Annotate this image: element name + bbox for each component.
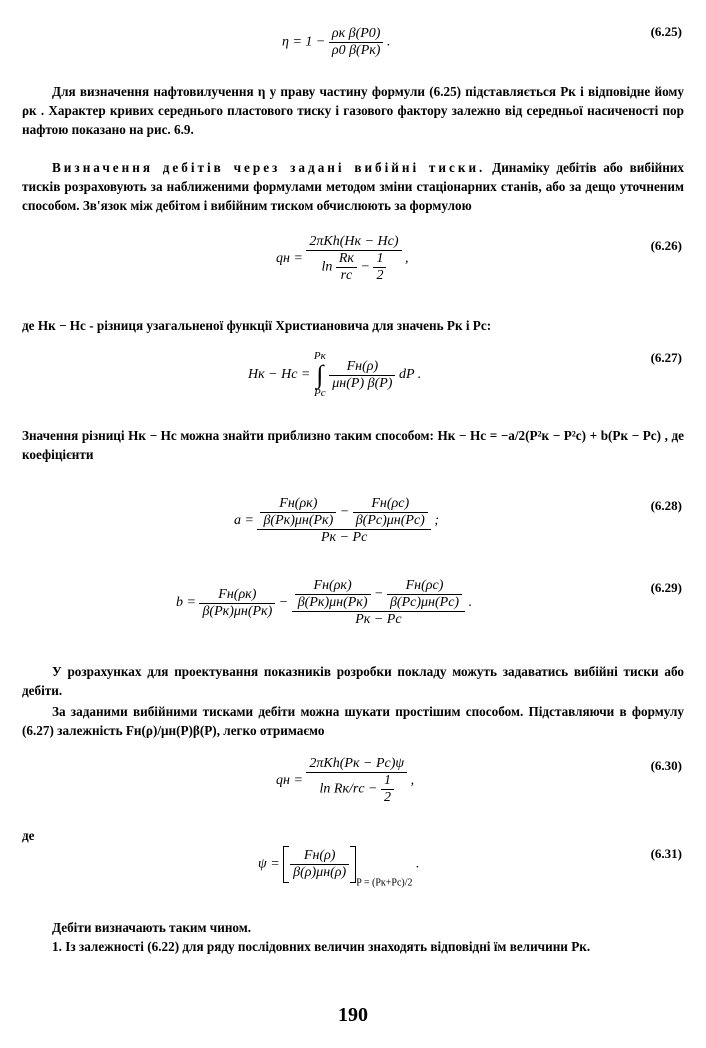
equation-6-28	[234, 496, 439, 546]
equation-label: (6.28)	[650, 498, 682, 513]
equation-label: (6.25)	[650, 24, 682, 39]
equation-6-26	[276, 234, 409, 284]
eq-numerator: 2πKh(Pк − Pс)ψ	[306, 756, 407, 773]
eq-lhs: b =	[176, 595, 196, 611]
eq-denominator: ρ0 β(Pк)	[331, 43, 381, 58]
eq-numerator	[292, 578, 465, 612]
eq-numerator	[257, 496, 430, 530]
eq-denominator: β(ρ)μн(ρ)	[293, 865, 347, 880]
paragraph: де Hк − Hс - різниця узагальненої функції Христиановича для значень Pк і Pс:	[22, 318, 492, 333]
integral-sign: ∫	[316, 360, 324, 389]
section-heading: Визначення дебітів через задані вибійні тиски.	[52, 160, 486, 175]
frac-den: rс	[340, 268, 353, 283]
frac-den: β(Pс)μн(Pс)	[389, 595, 460, 610]
int-upper: Pк	[313, 350, 326, 362]
eq-numerator: ρк β(P0)	[329, 26, 384, 43]
frac-den: β(Pк)μн(Pк)	[297, 595, 368, 610]
frac-den: β(Pк)μн(Pк)	[202, 603, 273, 619]
integral	[314, 350, 326, 400]
equation-label: (6.29)	[650, 580, 682, 595]
frac-num: Rк	[336, 251, 357, 268]
paragraph: Дебіти визначають таким чином.	[52, 920, 252, 935]
eq-denominator: μн(P) β(P)	[332, 375, 393, 391]
paragraph-text: Динаміку дебітів або вибійних тисків розраховують за наближеними формулами методом зміни стаціонарних станів, або за дещо уточненим способом. Зв'язок між дебітом і вибійним тиском обчислюють за формулою	[22, 160, 684, 213]
eq-lhs: a =	[234, 513, 254, 529]
paragraph: Для визначення нафтовилучення η у праву частину формули (6.25) підставляється Pк і відповідне йому ρк . Характер кривих середнього пластового тиску і газового фактору залежно від середньої насиченості пор нафтою показано на рис. 6.9.	[22, 84, 684, 137]
equation-label: (6.26)	[650, 238, 682, 253]
frac-num: 1	[373, 251, 386, 268]
paragraph: де	[22, 828, 35, 843]
eq-lhs: ψ =	[258, 856, 280, 872]
frac-num: Fн(ρк)	[199, 587, 275, 604]
ln-text: ln Rк/rс −	[319, 781, 378, 797]
square-bracket	[283, 846, 356, 883]
eq-tail: ,	[405, 251, 409, 267]
frac-den: 2	[384, 790, 391, 805]
eq-lhs: qн =	[276, 251, 303, 267]
frac-num: Fн(ρк)	[295, 578, 371, 595]
int-lower: Pс	[314, 387, 326, 399]
equation-6-29	[176, 578, 472, 628]
eq-tail: .	[386, 34, 391, 50]
equation-label: (6.30)	[650, 758, 682, 773]
equation-label: (6.31)	[650, 846, 682, 861]
eq-lhs: η = 1 −	[282, 34, 326, 50]
eq-numerator: 2πKh(Hк − Hс)	[306, 234, 401, 251]
equation-label: (6.27)	[650, 350, 682, 365]
frac-num: 1	[381, 773, 394, 790]
eq-denominator	[306, 251, 401, 284]
frac-num: Fн(ρс)	[387, 578, 462, 595]
frac-num: Fн(ρк)	[260, 496, 336, 513]
minus: −	[374, 586, 384, 602]
eq-lhs: Hк − Hс =	[248, 367, 311, 383]
page-number: 190	[338, 1004, 368, 1026]
eq-lhs: qн =	[276, 773, 303, 789]
equation-6-25	[282, 26, 390, 59]
frac-num: Fн(ρс)	[353, 496, 428, 513]
eq-tail: dP .	[398, 367, 422, 383]
paragraph: У розрахунках для проектування показників розробки покладу можуть задаватись вибійні тиски або дебіти.	[22, 664, 684, 698]
minus: −	[360, 259, 370, 275]
paragraph	[22, 158, 684, 215]
frac-den: β(Pк)μн(Pк)	[263, 513, 334, 528]
eq-subscript: P = (Pк+Pс)/2	[356, 877, 413, 889]
paragraph: Значення різниці Hк − Hс можна знайти приблизно таким способом: Hк − Hс = −a/2(P²к − P²с) + b(Pк − Pс) , де коефіцієнти	[22, 428, 684, 462]
equation-6-27	[248, 350, 421, 400]
eq-tail: ,	[410, 773, 415, 789]
eq-denominator: Pк − Pс	[320, 530, 368, 545]
frac-den: 2	[376, 268, 384, 283]
paragraph: За заданими вибійними тисками дебіти можна шукати простішим способом. Підставляючи в формулу (6.27) залежність Fн(ρ)/μн(P)β(P), легко отримаємо	[22, 704, 684, 738]
eq-tail: .	[468, 595, 473, 611]
eq-denominator	[306, 773, 407, 806]
minus: −	[339, 504, 350, 520]
eq-tail: ;	[434, 513, 439, 529]
equation-6-30	[276, 756, 414, 806]
minus: −	[278, 595, 289, 611]
equation-6-31	[258, 846, 420, 889]
eq-numerator: Fн(ρ)	[329, 359, 395, 376]
eq-tail: .	[416, 856, 420, 872]
eq-denominator: Pк − Pс	[355, 612, 402, 627]
frac-den: β(Pс)μн(Pс)	[355, 513, 425, 528]
ln-text: ln	[321, 259, 333, 275]
eq-numerator: Fн(ρ)	[290, 848, 349, 865]
paragraph: 1. Із залежності (6.22) для ряду послідовних величин знаходять відповідні їм величини Pк.	[52, 939, 591, 954]
